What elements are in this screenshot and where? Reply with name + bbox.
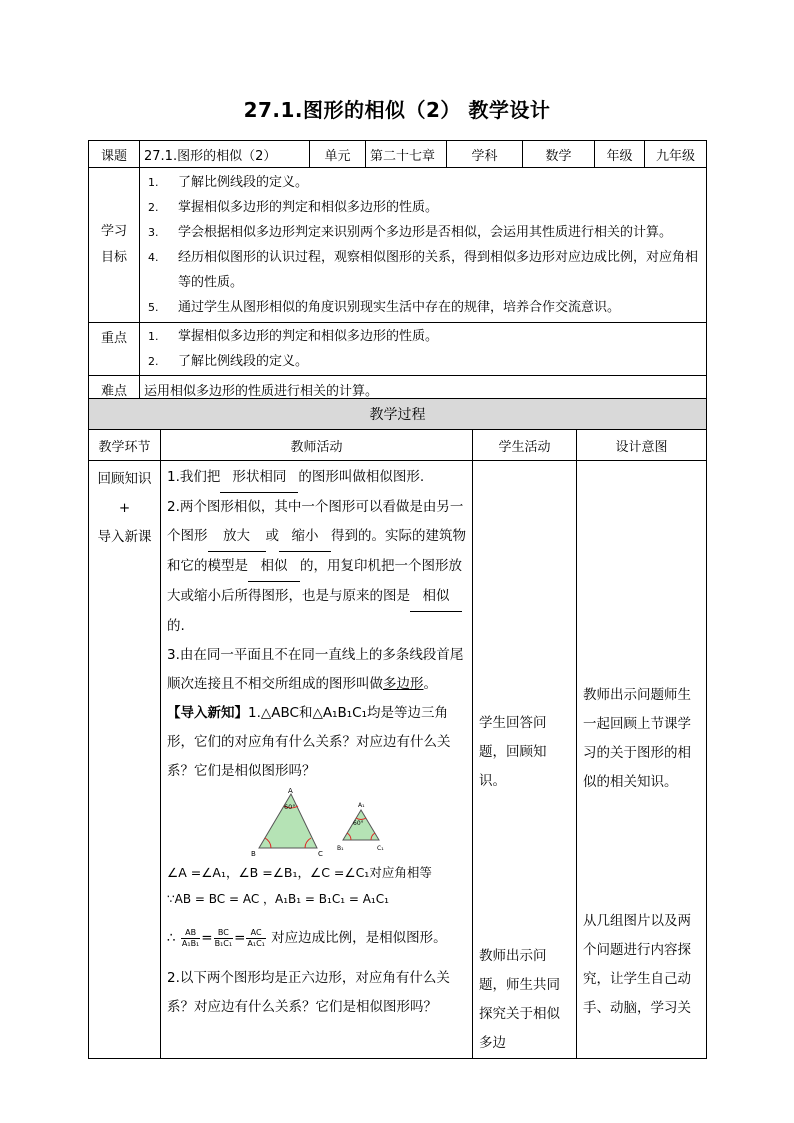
goal-item-number: 1. [148, 176, 159, 189]
difficulty-label: 难点 [89, 376, 140, 403]
info-table [88, 140, 707, 403]
p1-text-a: 1.我们把 [167, 469, 221, 485]
unit-label: 单元 [310, 141, 366, 168]
key-content [140, 323, 707, 376]
small-triangle [337, 802, 384, 852]
key-point-item-number: 1. [148, 330, 159, 343]
goal-item-text: 经历相似图形的认识过程，观察相似图形的关系，得到相似多边形对应边成比例，对应角相等的性质。 [178, 250, 699, 290]
process-table [88, 398, 707, 1059]
therefore-symbol: ∴ [167, 930, 176, 946]
blank-enlarge: 放大 [208, 522, 266, 552]
fraction-bc-den: B₁C₁ [214, 938, 233, 948]
goal-item-text: 掌握相似多边形的判定和相似多边形的性质。 [178, 200, 439, 215]
subject-label: 学科 [447, 141, 523, 168]
goal-item-text: 了解比例线段的定义。 [178, 175, 309, 190]
big-vertex-a: A [288, 788, 293, 795]
p2-text-b: 或 [265, 528, 279, 544]
subject-value: 数学 [523, 141, 595, 168]
side-line: ∵AB = BC = AC ，A₁B₁ = B₁C₁ = A₁C₁ [167, 892, 389, 906]
big-triangle [251, 788, 323, 858]
goal-item [144, 195, 702, 220]
intro-label: 【导入新知】 [167, 705, 248, 721]
goal-item-number: 4. [148, 251, 159, 264]
info-row [89, 141, 707, 168]
fraction-ac-num: AC [246, 928, 265, 939]
stage-line-1: 回顾知识 [97, 471, 152, 487]
p3-polygon-term: 多边形 [383, 676, 424, 692]
p2-text-a: 2.两个图形相似，其中一个图形可以看做是由另一个图形 [167, 499, 464, 544]
big-angle-label: 60° [284, 803, 296, 811]
p4-text: 1.△ABC和△A₁B₁C₁均是等边三角形，它们的对应角有什么关系？对应边有什么关系？它们是相似图形吗？ [167, 705, 451, 779]
col-header-student: 学生活动 [473, 430, 577, 461]
grade-label: 年级 [595, 141, 645, 168]
equals-1: = [201, 930, 213, 946]
small-vertex-c1: C₁ [377, 845, 384, 852]
goal-item-text: 通过学生从图形相似的角度识别现实生活中存在的规律，培养合作交流意识。 [178, 300, 621, 315]
intent-text-1: 教师出示问题师生一起回顾上节课学习的关于图形的相似的相关知识。 [583, 687, 691, 790]
angle-line: ∠A =∠A₁，∠B =∠B₁，∠C =∠C₁对应角相等 [167, 865, 432, 880]
fraction-ac [246, 928, 265, 949]
fraction-ab-num: AB [181, 928, 200, 939]
fraction-ac-den: A₁C₁ [247, 938, 265, 948]
student-text-2: 教师出示问题，师生共同探究关于相似多边 [479, 948, 560, 1051]
key-point-item-text: 了解比例线段的定义。 [178, 354, 309, 369]
goals-label [89, 168, 140, 323]
blank-shrink: 缩小 [279, 522, 331, 552]
col-header-intent: 设计意图 [577, 430, 707, 461]
goal-item [144, 295, 702, 320]
goals-label-text: 学习目标 [100, 224, 127, 265]
key-point-item-number: 2. [148, 355, 159, 368]
teacher-p3 [167, 641, 466, 699]
ke-ti-label: 课题 [89, 141, 140, 168]
big-vertex-c: C [318, 850, 323, 858]
goals-list [144, 170, 702, 320]
process-header: 教学过程 [89, 399, 707, 430]
goal-item [144, 220, 702, 245]
process-column-headers [89, 430, 707, 461]
goal-item-number: 5. [148, 301, 159, 314]
blank-similar-2: 相似 [410, 582, 462, 612]
p2-text-c: 得到的。实际的建筑物和它的模型是 [167, 528, 466, 574]
goal-item-number: 2. [148, 201, 159, 214]
intent-text-2: 从几组图片以及两个问题进行内容探究，让学生自己动手、动脑，学习关 [583, 913, 691, 1016]
big-vertex-b: B [251, 850, 256, 858]
key-point-item [144, 349, 702, 374]
fraction-ab [181, 928, 200, 949]
unit-value: 第二十七章 [366, 141, 447, 168]
fraction-bc [214, 928, 234, 949]
col-header-stage: 教学环节 [89, 430, 161, 461]
goal-item-number: 3. [148, 226, 159, 239]
student-activity-cell [473, 461, 577, 1059]
teacher-activity-cell [161, 461, 473, 1059]
student-text-1: 学生回答问题，回顾知识。 [479, 715, 547, 789]
p1-text-b: 的图形叫做相似图形. [298, 469, 425, 485]
triangles-figure [167, 788, 467, 860]
p2-text-d: 的，用复印机把一个图形放大或缩小后所得图形，也是与原来的图是 [167, 558, 462, 604]
ratio-line [167, 918, 466, 958]
small-vertex-b1: B₁ [337, 845, 344, 852]
fraction-ab-den: A₁B₁ [181, 938, 200, 948]
teacher-p1 [167, 463, 466, 493]
goal-item-text: 学会根据相似多边形判定来识别两个多边形是否相似，会运用其性质进行相关的计算。 [178, 225, 673, 240]
small-angle-label: 60° [353, 820, 364, 827]
p3-text-b: 。 [423, 676, 437, 692]
fraction-bc-num: BC [214, 928, 234, 939]
p2-text-e: 的. [167, 618, 185, 634]
intent-cell [577, 461, 707, 1059]
stage-cell [89, 461, 161, 1059]
teacher-p5: 2.以下两个图形均是正六边形，对应角有什么关系？对应边有什么关系？它们是相似图形吗？ [167, 970, 450, 1015]
teacher-p4 [167, 699, 466, 786]
ke-ti-value: 27.1.图形的相似（2） [140, 141, 310, 168]
key-row [89, 323, 707, 376]
equals-2: = [234, 930, 246, 946]
col-header-teacher: 教师活动 [161, 430, 473, 461]
goals-row [89, 168, 707, 323]
goal-item [144, 170, 702, 195]
stage-line-2: + [118, 500, 131, 516]
teacher-p2 [167, 493, 466, 641]
p3-text-a: 3.由在同一平面且不在同一直线上的多条线段首尾顺次连接且不相交所组成的图形叫做 [167, 647, 464, 692]
key-point-item-text: 掌握相似多边形的判定和相似多边形的性质。 [178, 329, 439, 344]
stage-line-3: 导入新课 [97, 529, 152, 545]
page-title: 27.1.图形的相似（2） 教学设计 [243, 98, 551, 122]
blank-shape-same: 形状相同 [220, 463, 298, 493]
goals-content [140, 168, 707, 323]
ratio-text: 对应边成比例，是相似图形。 [271, 930, 447, 946]
key-list [144, 324, 702, 374]
process-row [89, 461, 707, 1059]
key-point-item [144, 324, 702, 349]
key-label: 重点 [89, 323, 140, 376]
grade-value: 九年级 [645, 141, 707, 168]
goal-item [144, 245, 702, 295]
small-vertex-a1: A₁ [358, 802, 365, 809]
difficulty-text: 运用相似多边形的性质进行相关的计算。 [140, 376, 707, 403]
blank-similar-1: 相似 [248, 552, 300, 582]
